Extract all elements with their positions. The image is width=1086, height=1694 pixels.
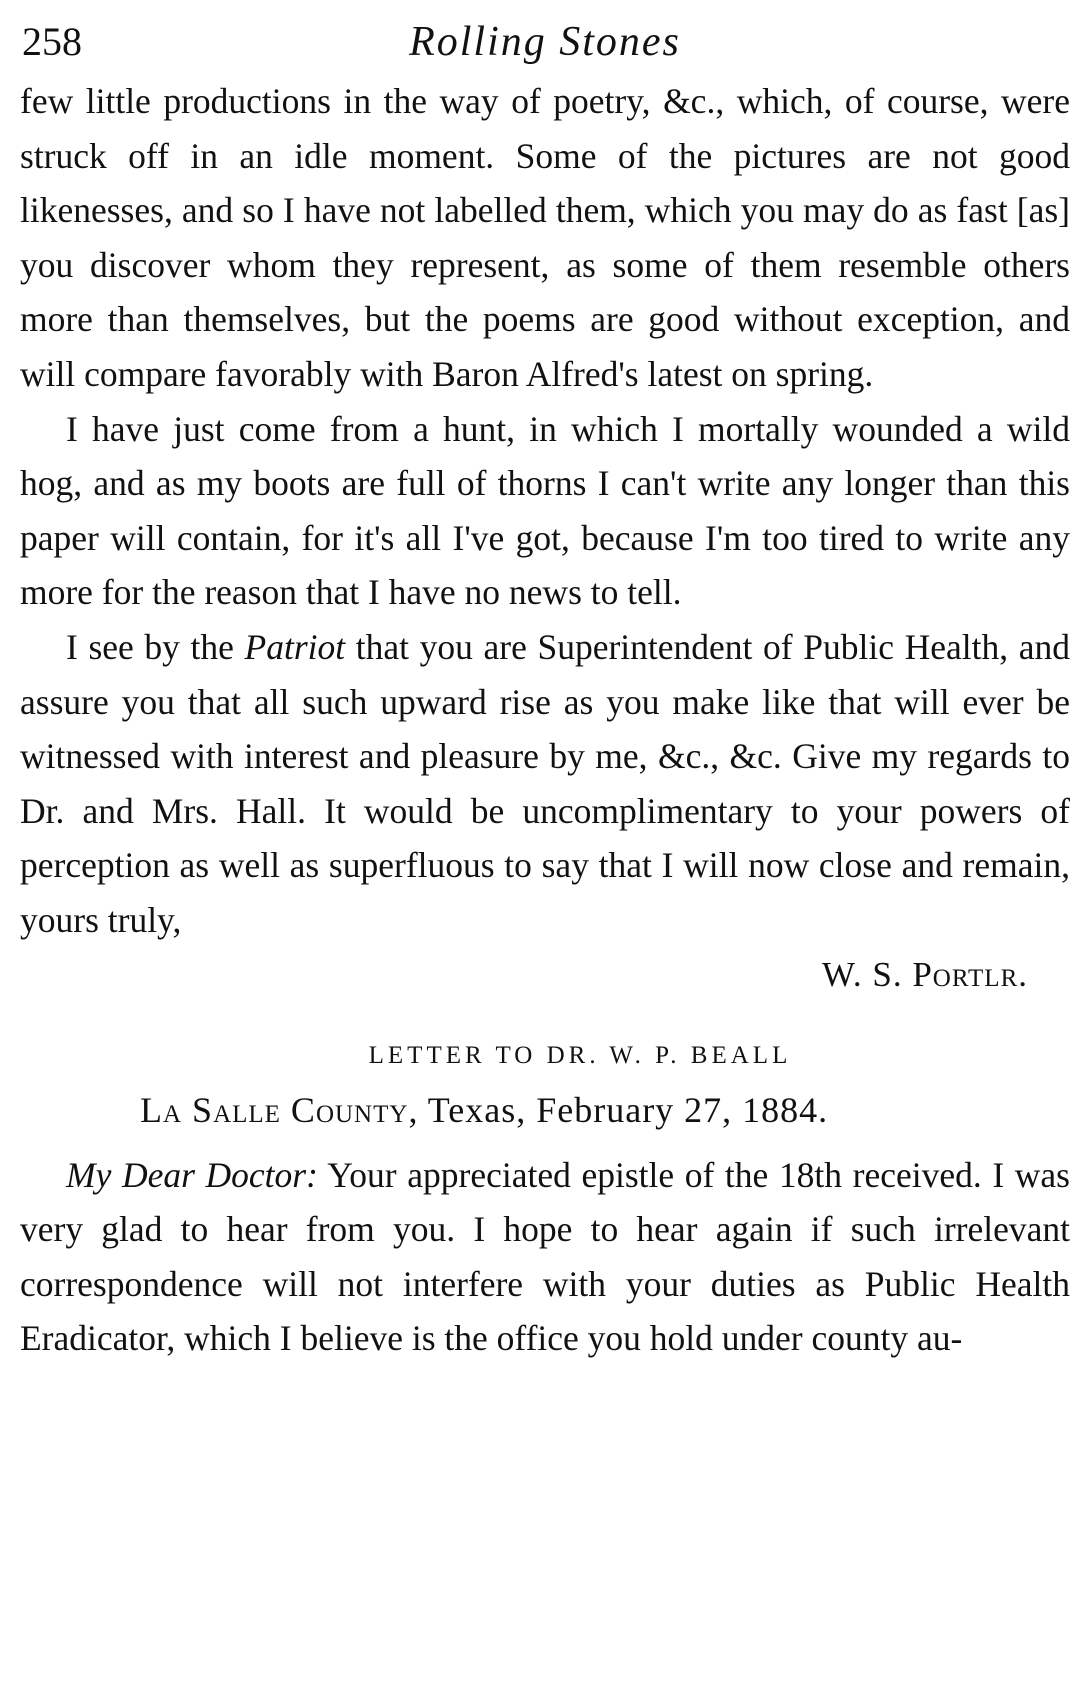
letter-heading: LETTER TO DR. W. P. BEALL [368,1041,792,1069]
page-header [20,14,1070,74]
dateline-date: , Texas, February 27, 1884. [408,1089,829,1130]
letter-opening-paragraph [20,1148,1070,1366]
signature-initials: W. S. [822,954,913,994]
page-number: 258 [22,19,82,64]
paragraph-patriot-rest: that you are Superintendent of Public Health, and assure you that all such upward rise as you make like that will ever be witnessed with interest and pleasure by me, &c., &c. Give my regards to Dr. and Mrs. Hall. It would be uncomplimentary to your powers of perception as well as superfluous to say that I will now close and remain, yours truly, [20,626,1070,940]
paragraph-continuation: few little productions in the way of poetry, &c., which, of course, were struck off in an idle moment. Some of the pictures are not good likenesses, and so I have not labelled them, which you may do as fast [as] you discover whom they represent, as some of them resemble others more than themselves, but the poems are good without exception, and will compare favorably with Baron Alfred's latest on spring. [20,81,1070,394]
letter-opening-text: Your appreciated epistle of the 18th received. I was very glad to hear from you. I hope to hear again if such irrelevant correspondence will not interfere with your duties as Public Health Eradicator, which I believe is the office you hold under county au- [20,1154,1070,1359]
body-text [20,74,1070,948]
letter-dateline [20,1080,1070,1140]
dateline-place: La Salle County [140,1089,409,1130]
paragraph-patriot-lead: I see by the [66,626,245,667]
book-page [20,14,1070,1366]
running-title: Rolling Stones [409,19,681,65]
signature [20,948,1070,1002]
letter-body [20,1148,1070,1366]
paragraph-patriot [20,620,1070,948]
paragraph-hunt: I have just come from a hunt, in which I mortally wounded a wild hog, and as my boots are full of thorns I can't write any longer than this paper will contain, for it's all I've got, because I'm too tired to write any more for the reason that I have no news to tell. [20,408,1070,613]
newspaper-title: Patriot [244,626,346,667]
signature-surname: Portlr. [912,954,1028,994]
salutation: My Dear Doctor: [66,1154,318,1195]
